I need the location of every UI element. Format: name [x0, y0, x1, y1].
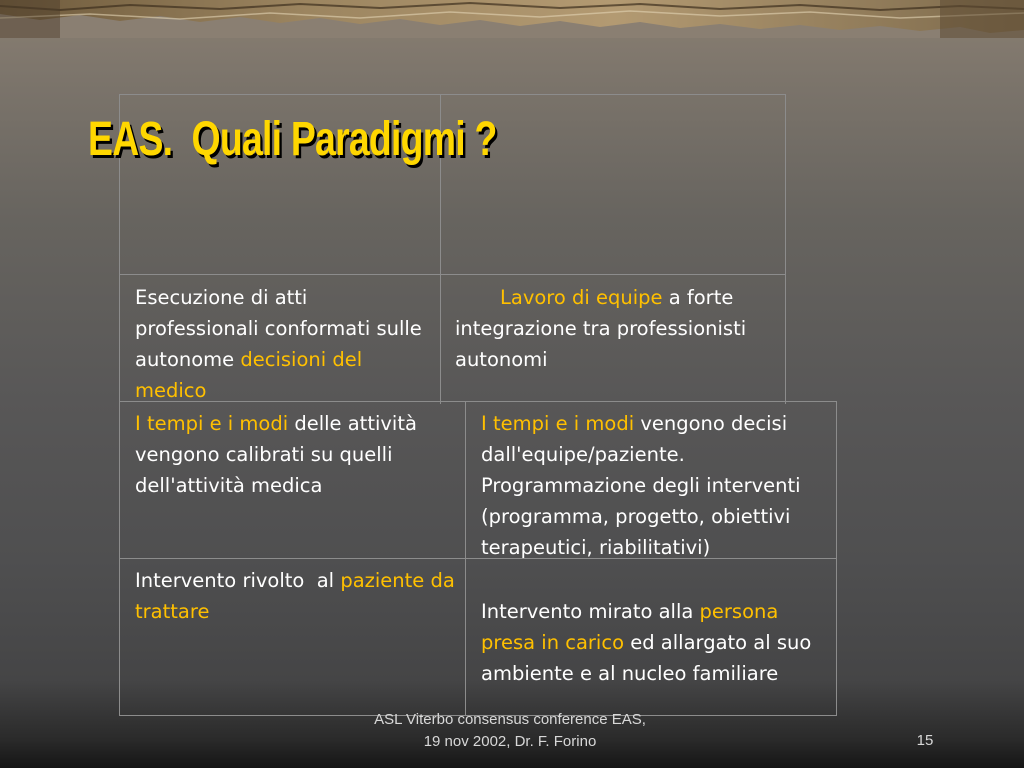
lower-right-bottom-highlight: persona presa in carico: [481, 600, 779, 654]
upper-left-text: Esecuzione di atti professionali conformati sulle autonome: [135, 286, 422, 371]
lower-left-top-highlight: I tempi e i modi: [135, 412, 289, 435]
upper-right-highlight: Lavoro di equipe: [500, 286, 663, 309]
lower-left-bottom-highlight: paziente da trattare: [135, 569, 455, 623]
upper-table-right-border: [785, 94, 786, 404]
upper-left-cell: [135, 282, 435, 406]
lower-right-top-cell: [481, 408, 826, 563]
slide-title: EAS. Quali Paradigmi ?: [88, 113, 497, 166]
header-banner: [0, 0, 1024, 38]
upper-table-top-border: [119, 94, 786, 95]
upper-right-text: a forte integrazione tra professionisti autonomi: [455, 286, 778, 371]
upper-table-row-divider: [119, 274, 786, 275]
lower-right-bottom-text-2: ed allargato al suo ambiente e al nucleo familiare: [481, 631, 812, 685]
lower-right-bottom-cell: [481, 596, 826, 689]
lower-right-bottom-text-1: Intervento mirato alla: [481, 600, 700, 623]
footer-line-2: 19 nov 2002, Dr. F. Forino: [423, 733, 597, 750]
footer-line-1: ASL Viterbo consensus conference EAS,: [374, 711, 646, 728]
upper-left-highlight: decisioni del medico: [135, 348, 363, 402]
footer-caption: [340, 709, 680, 753]
lower-right-top-highlight: I tempi e i modi: [481, 412, 635, 435]
upper-right-cell: [455, 282, 780, 375]
slide-number: 15: [916, 732, 934, 749]
lower-left-top-text: delle attività vengono calibrati su quelli dell'attività medica: [135, 412, 417, 497]
lower-right-top-text: vengono decisi dall'equipe/paziente. Programmazione degli interventi (programma, progetto, obiettivi terapeutici, riabilitativi): [481, 412, 801, 559]
lower-left-bottom-text: Intervento rivolto al: [135, 569, 341, 592]
lower-left-top-cell: [135, 408, 457, 501]
lower-left-bottom-cell: [135, 565, 457, 627]
